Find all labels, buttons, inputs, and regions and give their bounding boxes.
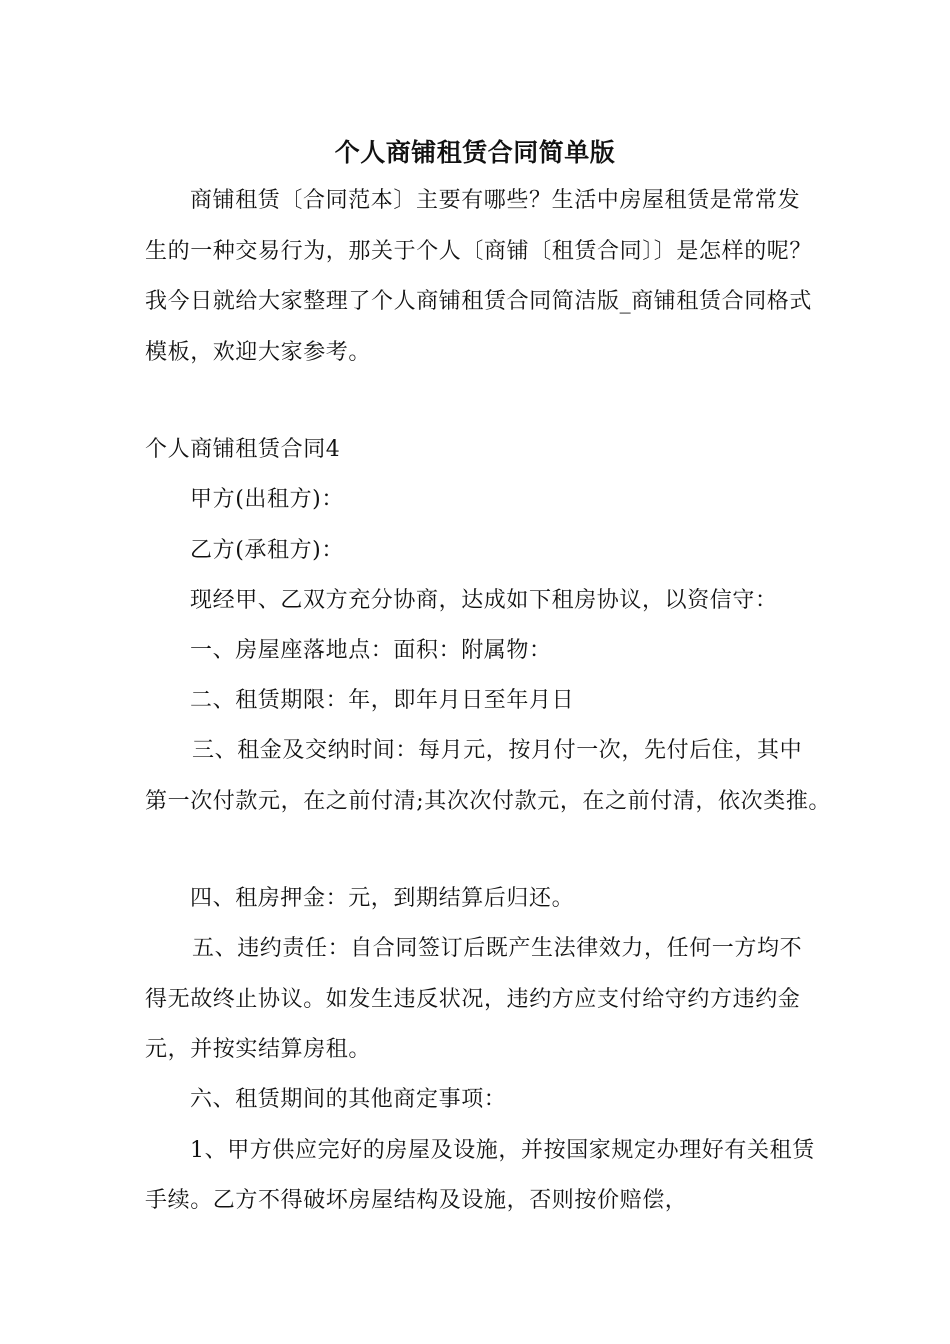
party-a-line: 甲方(出租方)： [190, 487, 344, 512]
clause-1: 一、房屋座落地点：面积：附属物： [190, 638, 552, 663]
clause-5-line-1: 五、违约责任：自合同签订后既产生法律效力，任何一方均不 [192, 936, 803, 961]
section-heading: 个人商铺租赁合同4 [145, 437, 341, 462]
party-b-line: 乙方(承租方)： [190, 538, 344, 563]
item-1-line-2: 手续。乙方不得破坏房屋结构及设施，否则按价赔偿， [145, 1188, 688, 1213]
agreement-line: 现经甲、乙双方充分协商，达成如下租房协议，以资信守： [190, 588, 778, 613]
document-title: 个人商铺租赁合同简单版 [334, 138, 616, 167]
clause-3-line-2: 第一次付款元，在之前付清;其次次付款元，在之前付清，依次类推。 [145, 789, 832, 814]
item-1-line-1: 1、甲方供应完好的房屋及设施，并按国家规定办理好有关租赁 [190, 1138, 815, 1163]
intro-line-4: 模板，欢迎大家参考。 [145, 340, 372, 365]
clause-5-line-3: 元，并按实结算房租。 [145, 1037, 372, 1062]
clause-5-line-2: 得无故终止协议。如发生违反状况，违约方应支付给守约方违约金 [145, 987, 801, 1012]
clause-6: 六、租赁期间的其他商定事项： [190, 1087, 507, 1112]
intro-line-3: 我今日就给大家整理了个人商铺租赁合同简洁版_商铺租赁合同格式 [145, 289, 813, 314]
clause-4: 四、租房押金：元，到期结算后归还。 [190, 886, 575, 911]
clause-2: 二、租赁期限：年，即年月日至年月日 [190, 688, 575, 713]
intro-line-1: 商铺租赁〔合同范本〕主要有哪些？生活中房屋租赁是常常发 [190, 188, 801, 213]
intro-line-2: 生的一种交易行为，那关于个人〔商铺〔租赁合同〕〕是怎样的呢？ [145, 239, 813, 264]
clause-3-line-1: 三、租金及交纳时间：每月元，按月付一次，先付后住，其中 [192, 738, 803, 763]
